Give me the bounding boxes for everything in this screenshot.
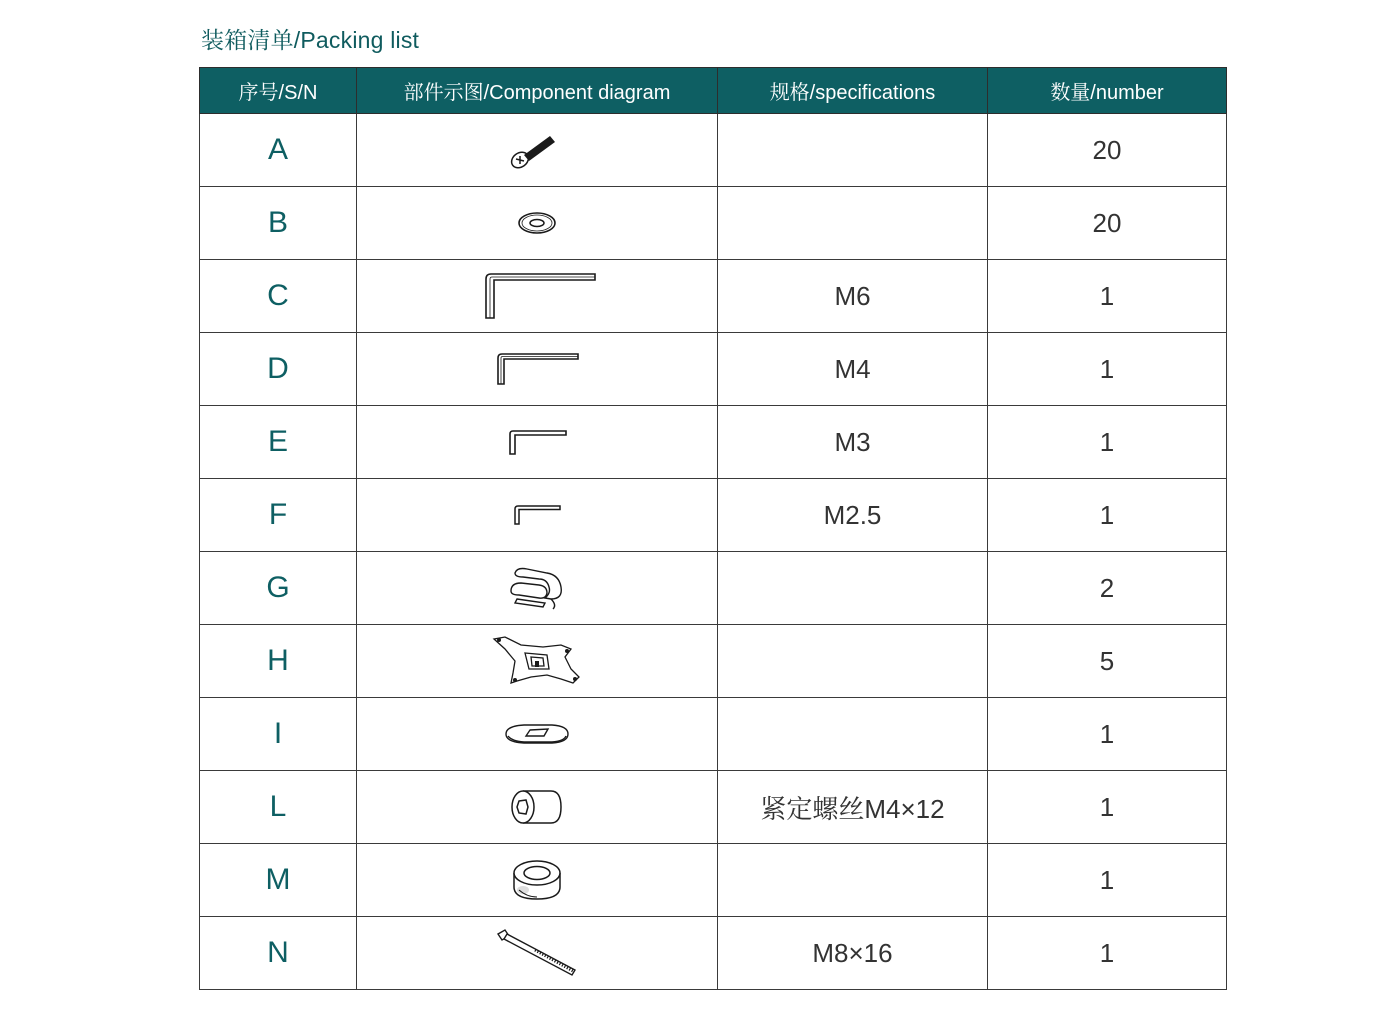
row-number: 1: [988, 917, 1227, 990]
row-spec: 紧定螺丝M4×12: [718, 771, 988, 844]
row-sn: M: [200, 844, 357, 917]
mounting-bracket-icon: [491, 635, 583, 687]
row-diagram: [357, 479, 718, 552]
row-sn: I: [200, 698, 357, 771]
row-sn: D: [200, 333, 357, 406]
row-spec: [718, 187, 988, 260]
row-number: 1: [988, 406, 1227, 479]
row-spec: [718, 625, 988, 698]
header-spec: 规格/specifications: [718, 68, 988, 114]
header-diagram: 部件示图/Component diagram: [357, 68, 718, 114]
row-sn: G: [200, 552, 357, 625]
oval-plate-icon: [502, 719, 572, 749]
row-sn: F: [200, 479, 357, 552]
row-number: 1: [988, 844, 1227, 917]
row-spec: M2.5: [718, 479, 988, 552]
header-number: 数量/number: [988, 68, 1227, 114]
screw-icon: [507, 128, 567, 172]
allen-key-small-icon: [505, 427, 569, 457]
row-number: 5: [988, 625, 1227, 698]
table-row: [200, 698, 1227, 771]
row-spec: M6: [718, 260, 988, 333]
row-diagram: [357, 552, 718, 625]
row-number: 1: [988, 771, 1227, 844]
long-bolt-icon: [495, 928, 579, 978]
allen-key-tiny-icon: [511, 503, 563, 527]
row-diagram: [357, 844, 718, 917]
row-sn: A: [200, 114, 357, 187]
row-diagram: [357, 625, 718, 698]
row-spec: [718, 114, 988, 187]
ring-collar-icon: [509, 857, 565, 903]
row-number: 20: [988, 114, 1227, 187]
row-spec: M4: [718, 333, 988, 406]
row-diagram: [357, 771, 718, 844]
row-sn: E: [200, 406, 357, 479]
row-number: 1: [988, 479, 1227, 552]
table-row: [200, 406, 1227, 479]
row-spec: [718, 844, 988, 917]
washer-icon: [512, 206, 562, 240]
table-row: [200, 260, 1227, 333]
row-number: 1: [988, 260, 1227, 333]
table-row: [200, 844, 1227, 917]
allen-key-medium-icon: [492, 351, 582, 387]
packing-list-table: [199, 67, 1227, 990]
row-sn: B: [200, 187, 357, 260]
row-number: 20: [988, 187, 1227, 260]
row-sn: C: [200, 260, 357, 333]
table-row: [200, 771, 1227, 844]
row-number: 2: [988, 552, 1227, 625]
row-diagram: [357, 114, 718, 187]
page-title: 装箱清单/Packing list: [201, 27, 420, 53]
row-number: 1: [988, 333, 1227, 406]
allen-key-large-icon: [477, 271, 597, 321]
row-spec: M3: [718, 406, 988, 479]
table-row: [200, 187, 1227, 260]
set-screw-icon: [509, 787, 565, 827]
row-diagram: [357, 698, 718, 771]
row-diagram: [357, 406, 718, 479]
row-diagram: [357, 333, 718, 406]
cable-clip-icon: [505, 565, 569, 611]
row-sn: N: [200, 917, 357, 990]
table-row: [200, 114, 1227, 187]
row-diagram: [357, 187, 718, 260]
row-diagram: [357, 917, 718, 990]
table-row: [200, 625, 1227, 698]
row-number: 1: [988, 698, 1227, 771]
row-spec: [718, 552, 988, 625]
header-sn: 序号/S/N: [200, 68, 357, 114]
row-spec: [718, 698, 988, 771]
row-spec: M8×16: [718, 917, 988, 990]
table-row: [200, 552, 1227, 625]
row-diagram: [357, 260, 718, 333]
table-row: [200, 479, 1227, 552]
table-row: [200, 917, 1227, 990]
row-sn: L: [200, 771, 357, 844]
row-sn: H: [200, 625, 357, 698]
table-header-row: [200, 68, 1227, 114]
table-row: [200, 333, 1227, 406]
